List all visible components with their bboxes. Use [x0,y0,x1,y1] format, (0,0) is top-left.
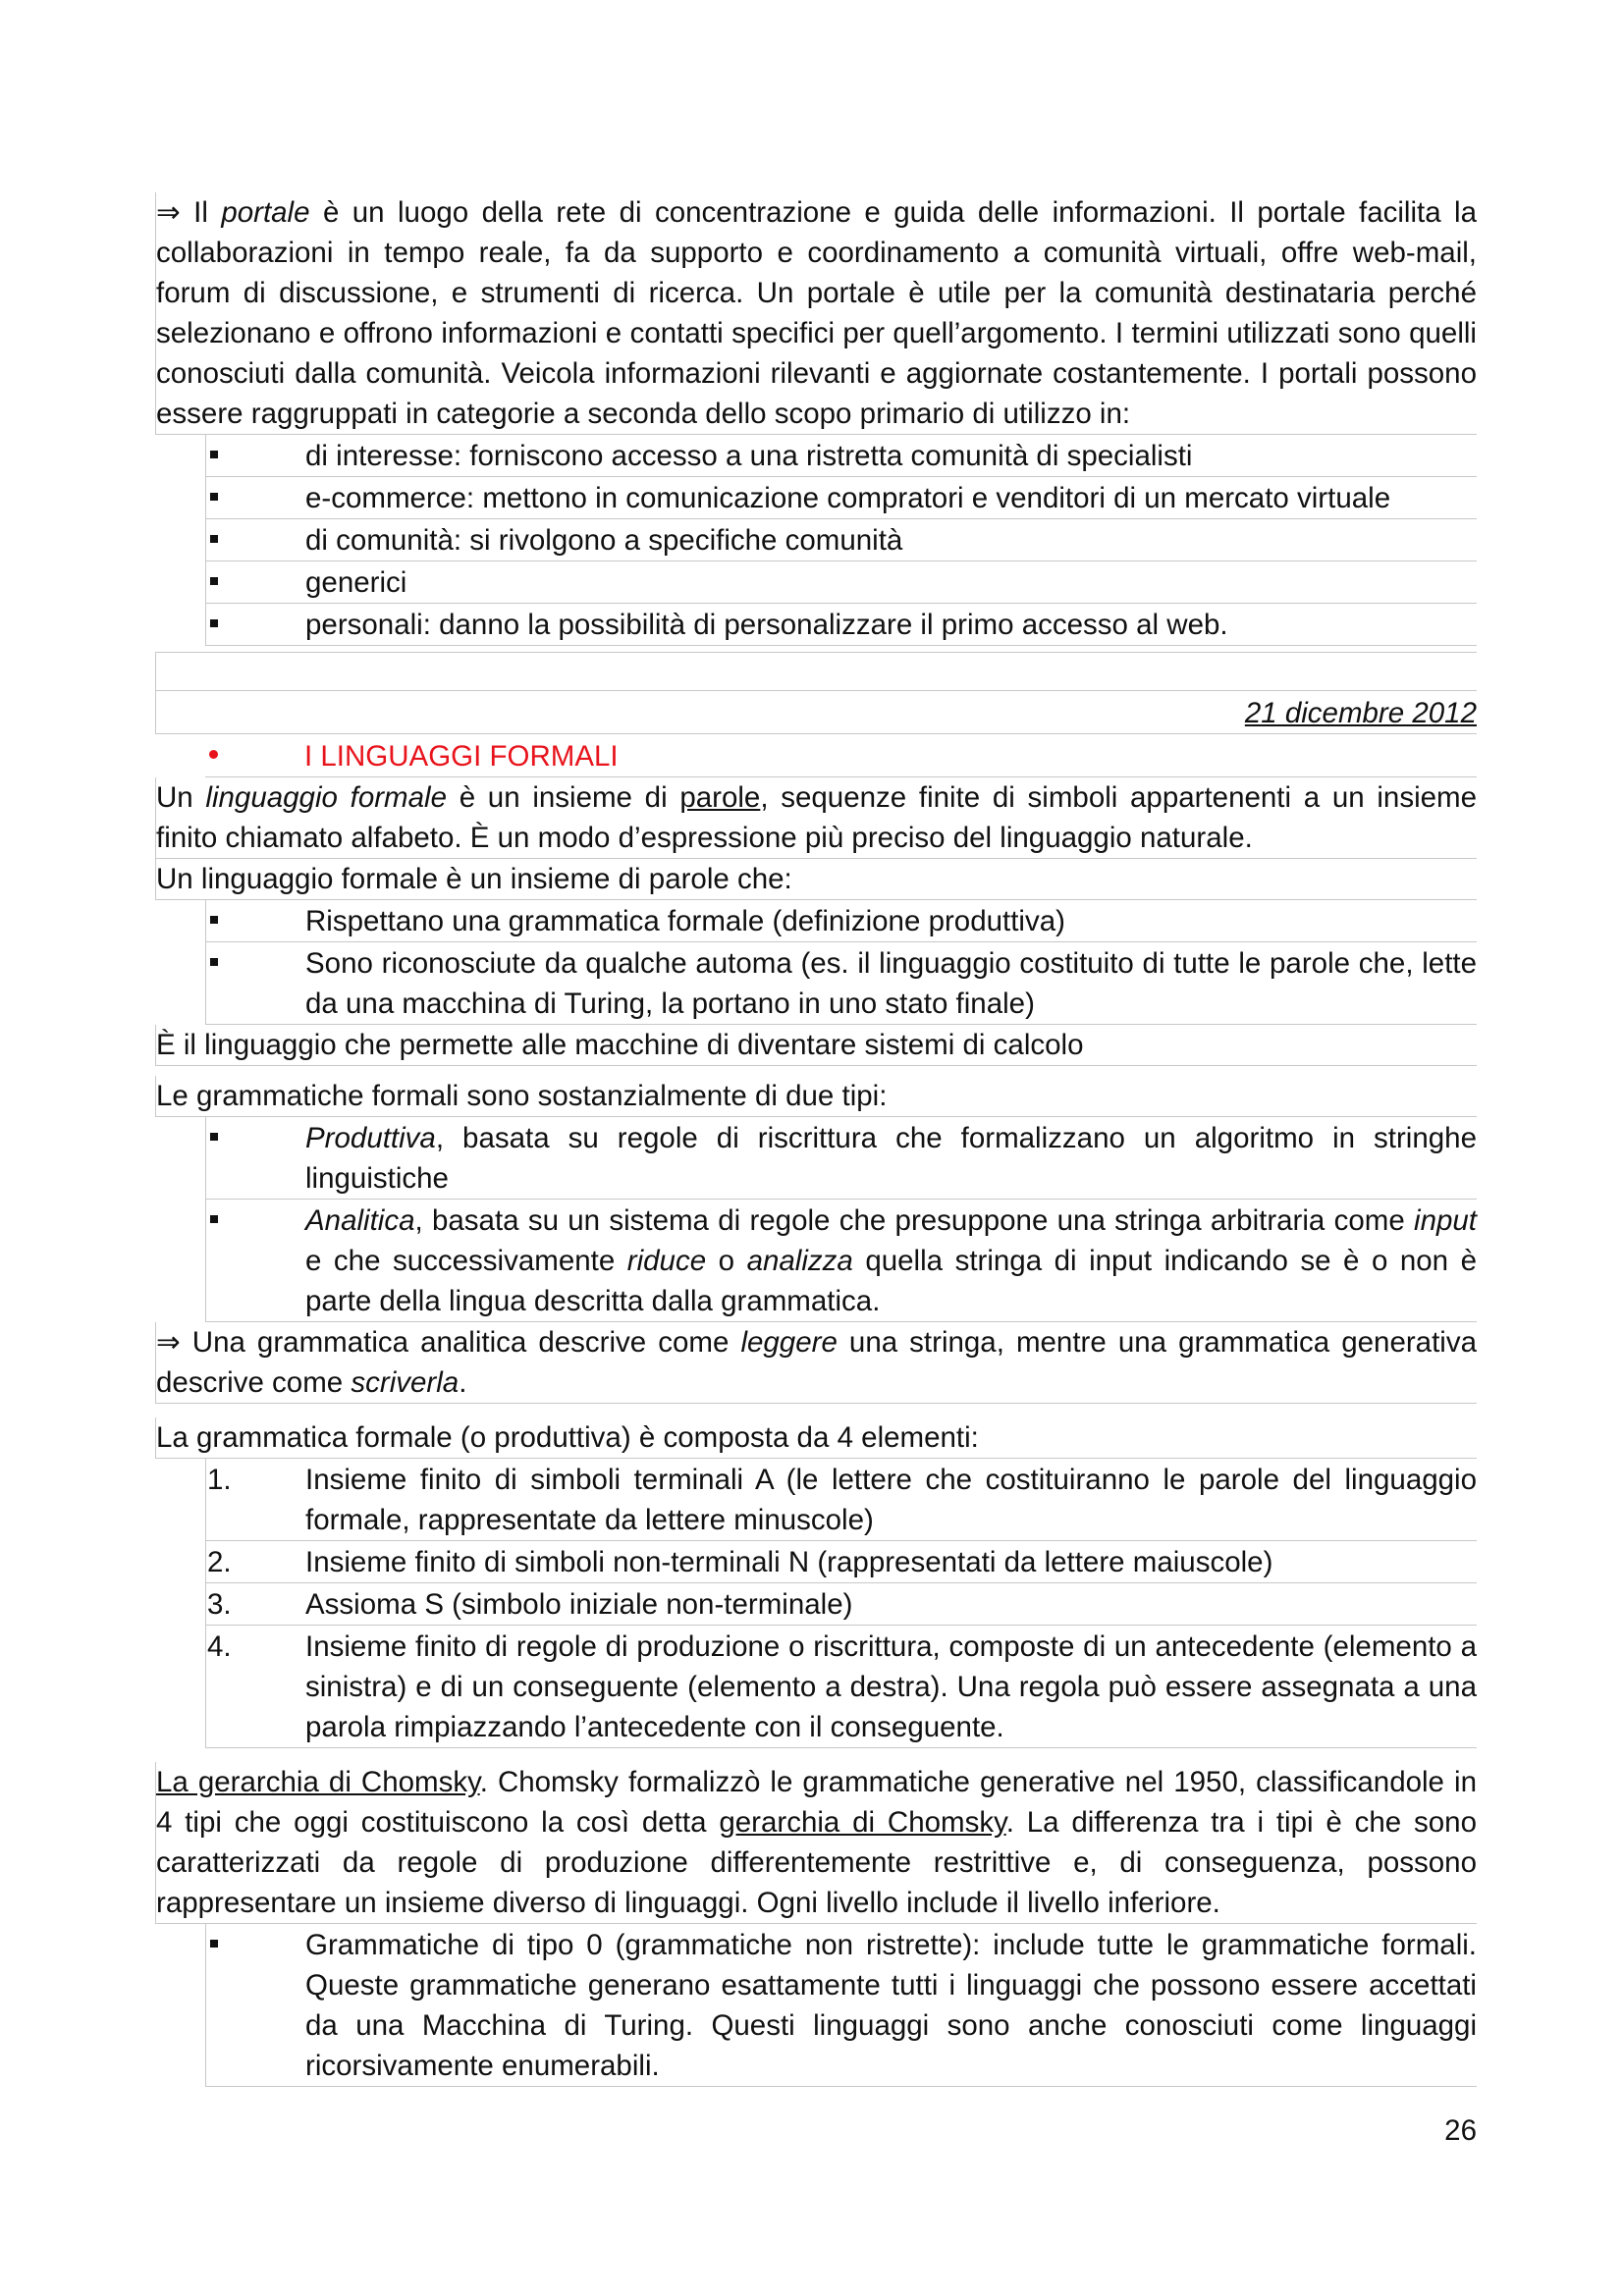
list-item: Sono riconosciute da qualche automa (es. il linguaggio costituito di tutte le parole che, lette da una macchina di Turing, la portano in uno stato finale) [205,942,1477,1025]
list-item: 4. Insieme finito di regole di produzione o riscrittura, composte di un antecedente (elemento a sinistra) e di un conseguente (elemento a destra). Una regola può essere assegnata a una parola rimpiazzando l’antecedente con il conseguente. [205,1626,1477,1748]
list-item: Produttiva, basata su regole di riscrittura che formalizzano un algoritmo in stringhe linguistiche [205,1117,1477,1200]
chomsky-list [155,1924,1477,2087]
chomsky-paragraph: La gerarchia di Chomsky. Chomsky formalizzò le grammatiche generative nel 1950, classificandole in 4 tipi che oggi costituiscono la così detta gerarchia di Chomsky. La differenza tra i tipi è che sono caratterizzati da regole di produzione differentemente restrittive e, di conseguenza, possono rappresentare un insieme diverso di linguaggi. Ogni livello include il livello inferiore. [155,1762,1477,1924]
list-item: di interesse: forniscono accesso a una ristretta comunità di specialisti [205,435,1477,477]
empty-line [155,652,1477,691]
list-item: personali: danno la possibilità di personalizzare il primo accesso al web. [205,604,1477,646]
list-item: 3. Assioma S (simbolo iniziale non-terminale) [205,1583,1477,1626]
elements-intro: La grammatica formale (o produttiva) è composta da 4 elementi: [155,1417,1477,1459]
portale-paragraph: ⇒ Il portale è un luogo della rete di concentrazione e guida delle informazioni. Il portale facilita la collaborazioni in tempo reale, fa da supporto e coordinamento a comunità virtuali, offre web-mail, forum di discussione, e strumenti di ricerca. Un portale è utile per la comunità destinataria perché selezionano e offrono informazioni e contatti specifici per quell’argomento. I termini utilizzati sono quelli conosciuti dalla comunità. Veicola informazioni rilevanti e aggiornate costantemente. I portali possono essere raggruppati in categorie a seconda dello scopo primario di utilizzo in: [155,192,1477,435]
arrow-icon: ⇒ [156,1326,181,1359]
page-number: 26 [1444,2114,1477,2147]
definition-intro: Un linguaggio formale è un insieme di parole che: [155,859,1477,900]
calc-paragraph: È il linguaggio che permette alle macchine di diventare sistemi di calcolo [155,1025,1477,1066]
list-item: 1. Insieme finito di simboli terminali A (le lettere che costituiranno le parole del linguaggio formale, rappresentate da lettere minuscole) [205,1459,1477,1541]
term-linguaggio-formale: linguaggio formale [205,781,447,814]
term-portale: portale [221,196,310,229]
elements-list [155,1459,1477,1748]
list-item: e-commerce: mettono in comunicazione compratori e venditori di un mercato virtuale [205,477,1477,519]
link-parole[interactable]: parole [679,781,761,814]
section-title: I LINGUAGGI FORMALI [205,734,1477,777]
section-date: 21 dicembre 2012 [155,691,1477,734]
grammar-types-list [155,1117,1477,1322]
grammar-note: ⇒ Una grammatica analitica descrive come leggere una stringa, mentre una grammatica generativa descrive come scriverla. [155,1322,1477,1404]
portale-categories-list [155,435,1477,646]
arrow-icon: ⇒ [156,196,181,229]
list-item: di comunità: si rivolgono a specifiche comunità [205,519,1477,561]
list-item: 2. Insieme finito di simboli non-terminali N (rappresentati da lettere maiuscole) [205,1541,1477,1583]
list-item: Rispettano una grammatica formale (definizione produttiva) [205,900,1477,942]
link-gerarchia-chomsky-2[interactable]: gerarchia di Chomsky [719,1806,1006,1839]
link-gerarchia-chomsky[interactable]: La gerarchia di Chomsky [156,1766,480,1798]
grammar-types-intro: Le grammatiche formali sono sostanzialmente di due tipi: [155,1076,1477,1117]
list-item: Analitica, basata su un sistema di regole che presuppone una stringa arbitraria come input e che successivamente riduce o analizza quella stringa di input indicando se è o non è parte della lingua descritta dalla grammatica. [205,1200,1477,1322]
definition-list [155,900,1477,1025]
list-item: Grammatiche di tipo 0 (grammatiche non ristrette): include tutte le grammatiche formali. Queste grammatiche generano esattamente tutti i linguaggi che possono essere accettati da una Macchina di Turing. Questi linguaggi sono anche conosciuti come linguaggi ricorsivamente enumerabili. [205,1924,1477,2087]
document-page [155,192,1477,2087]
list-item: generici [205,561,1477,604]
definition-paragraph: Un linguaggio formale è un insieme di parole, sequenze finite di simboli appartenenti a un insieme finito chiamato alfabeto. È un modo d’espressione più preciso del linguaggio naturale. [155,777,1477,859]
